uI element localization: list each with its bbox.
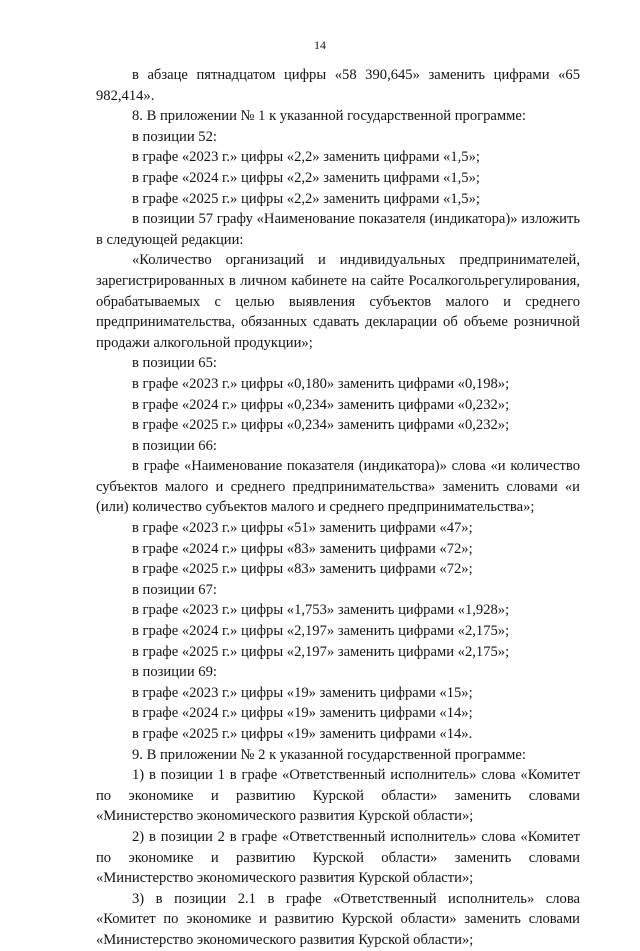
paragraph: в графе «2023 г.» цифры «1,753» заменить цифрами «1,928»; — [132, 602, 510, 619]
paragraph: в графе «2023 г.» цифры «2,2» заменить цифрами «1,5»; — [132, 149, 480, 166]
paragraph: в позиции 52: — [132, 128, 217, 145]
paragraph: в графе «2024 г.» цифры «2,2» заменить цифрами «1,5»; — [132, 169, 480, 186]
paragraph: в графе «2025 г.» цифры «2,197» заменить цифрами «2,175»; — [132, 643, 510, 660]
paragraph: в графе «Наименование показателя (индикатора)» слова «и количество субъектов малого и среднего предпринимательства» заменить словами «и (или) количество субъектов малого и среднего предпринимательства»; — [96, 458, 580, 516]
paragraph: в графе «2024 г.» цифры «83» заменить цифрами «72»; — [132, 540, 473, 557]
paragraph: в абзаце пятнадцатом цифры «58 390,645» заменить цифрами «65 982,414». — [96, 67, 580, 104]
paragraph: в позиции 65: — [132, 355, 217, 372]
paragraph: в графе «2025 г.» цифры «83» заменить цифрами «72»; — [132, 561, 473, 578]
paragraph: 9. В приложении № 2 к указанной государственной программе: — [132, 746, 526, 763]
paragraph: 3) в позиции 2.1 в графе «Ответственный исполнитель» слова «Комитет по экономике и развитию Курской области» заменить словами «Министерство экономического развития Курской области»; — [96, 890, 580, 948]
paragraph: в позиции 69: — [132, 664, 217, 681]
paragraph: в графе «2023 г.» цифры «0,180» заменить цифрами «0,198»; — [132, 375, 510, 392]
paragraph: 2) в позиции 2 в графе «Ответственный исполнитель» слова «Комитет по экономике и развитию Курской области» заменить словами «Министерство экономического развития Курской области»; — [96, 828, 580, 887]
paragraph: в позиции 57 графу «Наименование показателя (индикатора)» изложить в следующей редакции: — [96, 211, 580, 248]
paragraph: в позиции 66: — [132, 437, 217, 454]
paragraph: в графе «2025 г.» цифры «19» заменить цифрами «14». — [132, 726, 473, 742]
paragraph: 8. В приложении № 1 к указанной государственной программе: — [132, 108, 526, 125]
paragraph: 1) в позиции 1 в графе «Ответственный исполнитель» слова «Комитет по экономике и развитию Курской области» заменить словами «Министерство экономического развития Курской области»; — [96, 767, 580, 825]
page-number: 14 — [314, 38, 326, 52]
paragraph: в позиции 67: — [132, 581, 217, 598]
paragraph: в графе «2025 г.» цифры «0,234» заменить цифрами «0,232»; — [132, 417, 510, 434]
paragraph: в графе «2024 г.» цифры «0,234» заменить цифрами «0,232»; — [132, 396, 510, 413]
quoted-paragraph: «Количество организаций и индивидуальных предпринимателей, зарегистрированных в личном кабинете на сайте Росалкогольрегулирования, обрабатываемых с целью выявления субъектов малого и среднего предпринимательства, обязанных сдавать декларации об объеме розничной продажи алкогольной продукции»; — [96, 252, 580, 351]
paragraph: в графе «2023 г.» цифры «51» заменить цифрами «47»; — [132, 520, 473, 537]
paragraph: в графе «2025 г.» цифры «2,2» заменить цифрами «1,5»; — [132, 190, 480, 207]
document-body — [96, 65, 580, 951]
paragraph: в графе «2024 г.» цифры «19» заменить цифрами «14»; — [132, 705, 473, 722]
paragraph: в графе «2023 г.» цифры «19» заменить цифрами «15»; — [132, 684, 473, 701]
paragraph: в графе «2024 г.» цифры «2,197» заменить цифрами «2,175»; — [132, 623, 510, 640]
